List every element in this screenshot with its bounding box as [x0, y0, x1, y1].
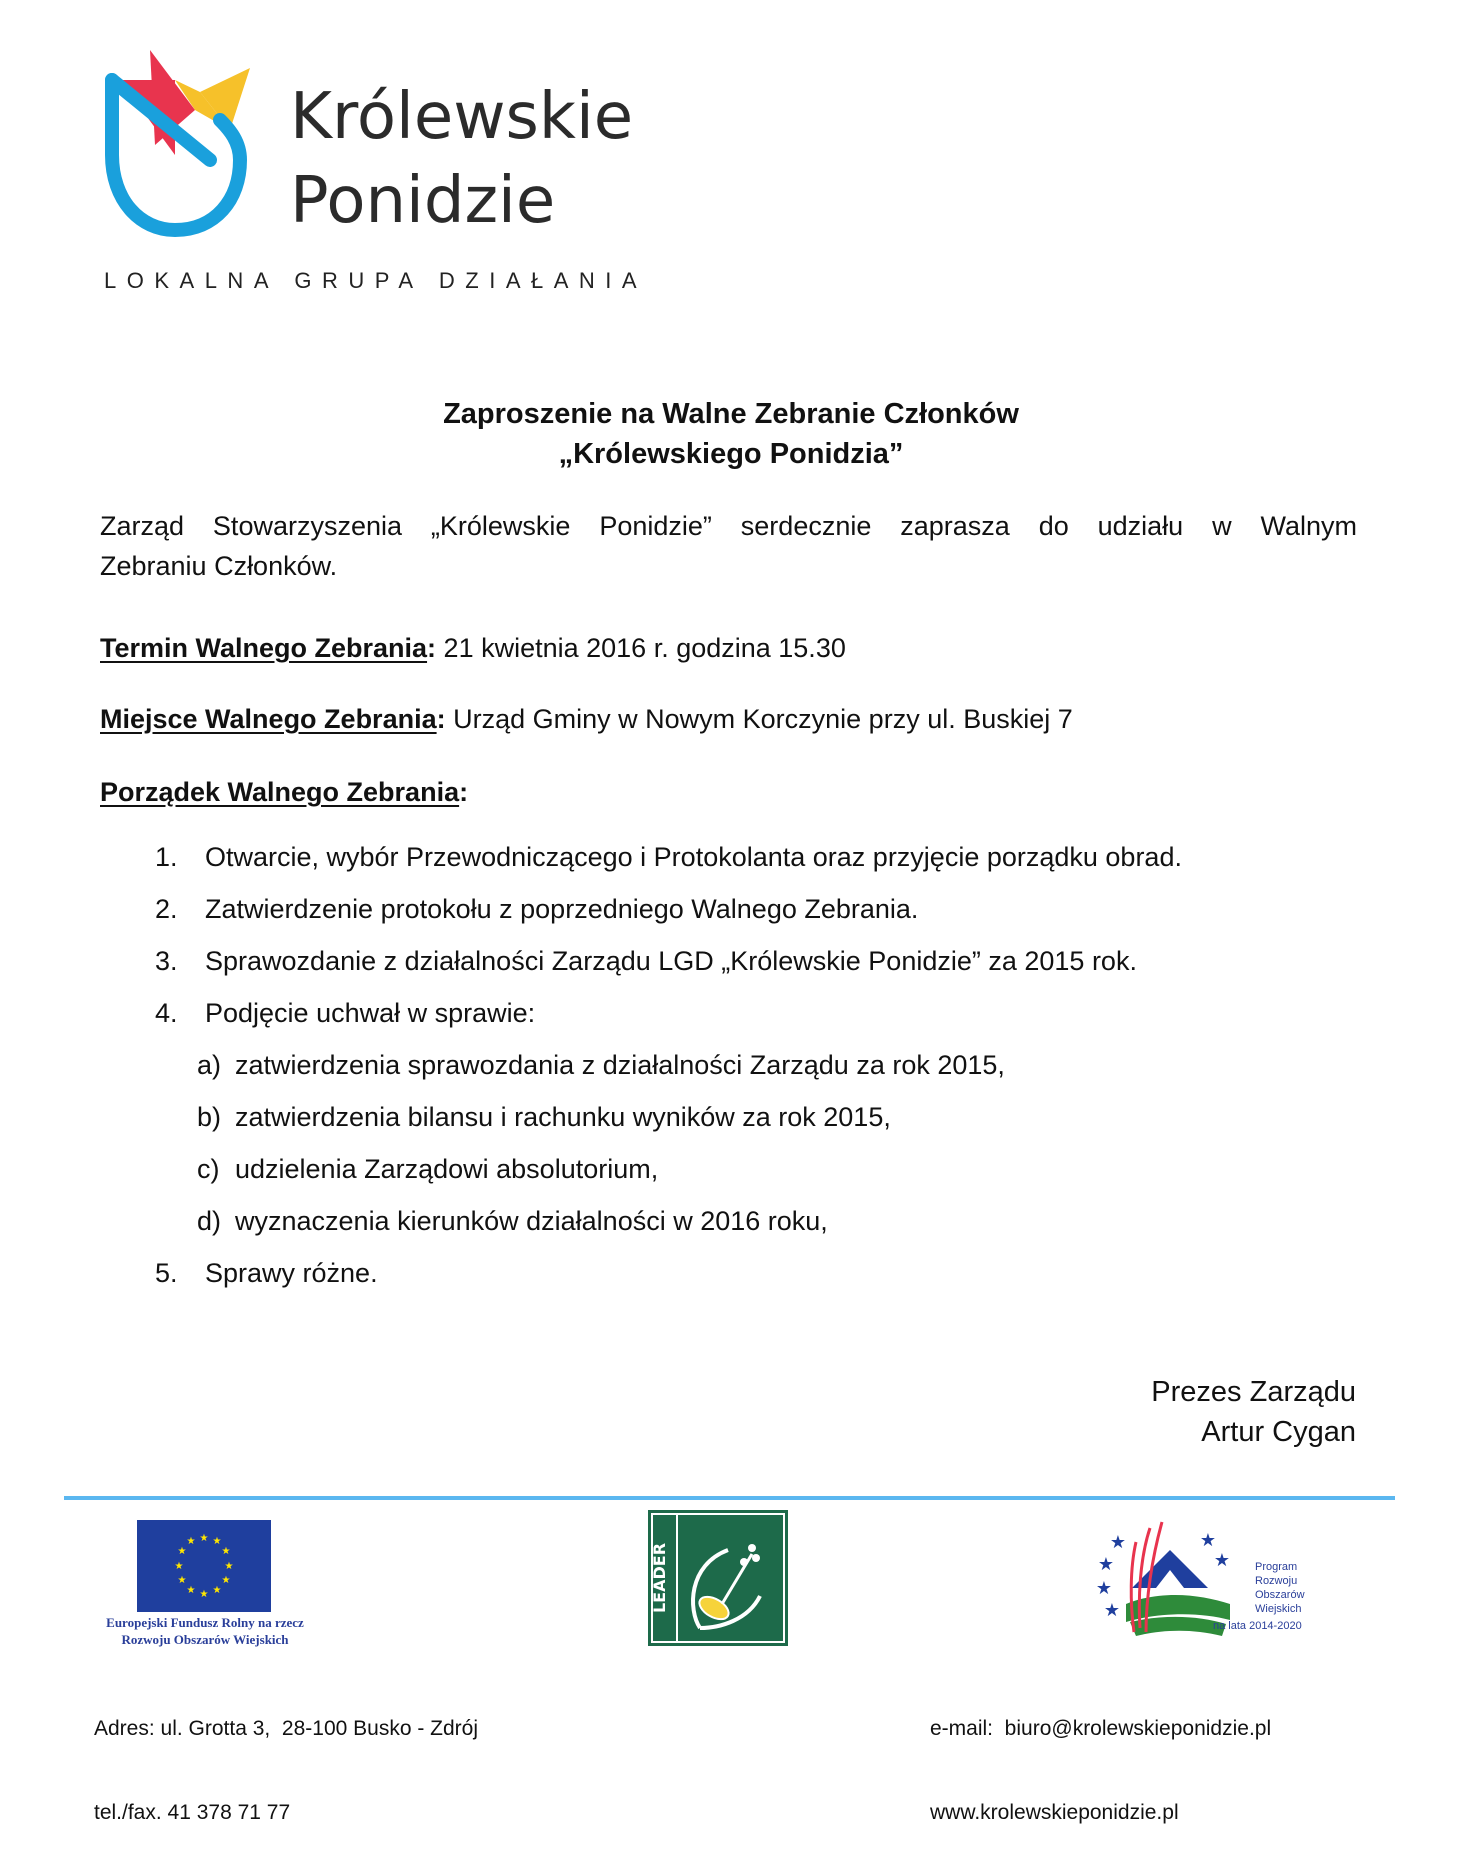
svg-text:★: ★ [1213, 1550, 1231, 1571]
termin-line: Termin Walnego Zebrania: 21 kwietnia 2016 r. godzina 15.30 [100, 633, 846, 663]
agenda-list [155, 837, 1182, 1305]
list-item: 5. Sprawy różne. [155, 1258, 378, 1288]
prow-caption: Program Rozwoju Obszarów Wiejskich [1255, 1561, 1305, 1615]
sub-list-item: d) wyznaczenia kierunków działalności w 2016 roku, [197, 1206, 828, 1236]
svg-text:★: ★ [199, 1589, 209, 1600]
eu-flag-icon [137, 1520, 271, 1612]
svg-text:★: ★ [221, 1575, 231, 1586]
leader-text: LEADER [650, 1542, 669, 1614]
list-item: 3. Sprawozdanie z działalności Zarządu LGD „Królewskie Ponidzie” za 2015 rok. [155, 946, 1137, 976]
svg-text:★: ★ [224, 1561, 234, 1572]
sub-list-item: c) udzielenia Zarządowi absolutorium, [197, 1154, 659, 1184]
svg-text:★: ★ [212, 1536, 222, 1547]
svg-text:★: ★ [1097, 1554, 1115, 1575]
logo-subtitle: LOKALNA GRUPA DZIAŁANIA [104, 268, 648, 293]
email-link[interactable]: e-mail: biuro@krolewskieponidzie.pl [930, 1717, 1272, 1740]
logo-name-line2: Ponidzie [290, 164, 556, 238]
footer-divider [64, 1496, 1395, 1500]
svg-text:★: ★ [212, 1585, 222, 1596]
address-line1: Adres: ul. Grotta 3, 28-100 Busko - Zdrój [94, 1717, 479, 1740]
document-title [0, 394, 1462, 474]
miejsce-line: Miejsce Walnego Zebrania: Urząd Gminy w Nowym Korczynie przy ul. Buskiej 7 [100, 704, 1073, 734]
sub-list-item: b) zatwierdzenia bilansu i rachunku wyników za rok 2015, [197, 1102, 891, 1132]
intro-paragraph [100, 506, 1357, 586]
svg-text:★: ★ [1095, 1578, 1113, 1599]
signature-name: Artur Cygan [1201, 1416, 1356, 1448]
prow-years: na lata 2014-2020 [1213, 1620, 1302, 1632]
svg-text:★: ★ [177, 1546, 187, 1557]
svg-text:★: ★ [186, 1585, 196, 1596]
eu-fund-caption: Europejski Fundusz Rolny na rzecz Rozwoju Obszarów Wiejskich [106, 1615, 304, 1647]
title-line2: „Królewskiego Ponidzia” [558, 438, 904, 470]
leader-logo-icon [648, 1510, 788, 1646]
svg-text:★: ★ [1199, 1530, 1217, 1551]
footer-contact [930, 1659, 1271, 1855]
svg-text:★: ★ [1109, 1532, 1127, 1553]
list-item: 4. Podjęcie uchwał w sprawie: [155, 998, 536, 1028]
intro-line2: Zebraniu Członków. [100, 551, 338, 581]
title-line1: Zaproszenie na Walne Zebranie Członków [443, 398, 1019, 430]
svg-text:★: ★ [177, 1575, 187, 1586]
logo-name-line1: Królewskie [290, 80, 634, 154]
miejsce-value: Urząd Gminy w Nowym Korczynie przy ul. Buskiej 7 [445, 704, 1073, 734]
miejsce-label: Miejsce Walnego Zebrania [100, 704, 437, 734]
signature [1151, 1372, 1356, 1452]
svg-text:★: ★ [1103, 1600, 1121, 1621]
porzadek-line: Porządek Walnego Zebrania: [100, 777, 469, 807]
logo-name [290, 75, 633, 243]
footer-address [94, 1659, 478, 1855]
svg-text:★: ★ [174, 1561, 184, 1572]
termin-value: 21 kwietnia 2016 r. godzina 15.30 [436, 633, 846, 663]
termin-label: Termin Walnego Zebrania [100, 633, 428, 663]
sub-list-item: a) zatwierdzenia sprawozdania z działalności Zarządu za rok 2015, [197, 1050, 1005, 1080]
list-item: 2. Zatwierdzenie protokołu z poprzedniego Walnego Zebrania. [155, 894, 919, 924]
krolewskie-ponidzie-logo-icon [100, 50, 260, 240]
signature-role: Prezes Zarządu [1151, 1376, 1356, 1408]
list-item: 1. Otwarcie, wybór Przewodniczącego i Protokolanta oraz przyjęcie porządku obrad. [155, 842, 1182, 872]
svg-text:★: ★ [186, 1536, 196, 1547]
svg-text:★: ★ [221, 1546, 231, 1557]
porzadek-label: Porządek Walnego Zebrania [100, 777, 460, 807]
website-link[interactable]: www.krolewskieponidzie.pl [930, 1801, 1179, 1824]
svg-text:★: ★ [199, 1533, 209, 1544]
address-line2: tel./fax. 41 378 71 77 [94, 1801, 291, 1824]
intro-line1: Zarząd Stowarzyszenia „Królewskie Ponidzie” serdecznie zaprasza do udziału w Walnym [100, 511, 1357, 541]
